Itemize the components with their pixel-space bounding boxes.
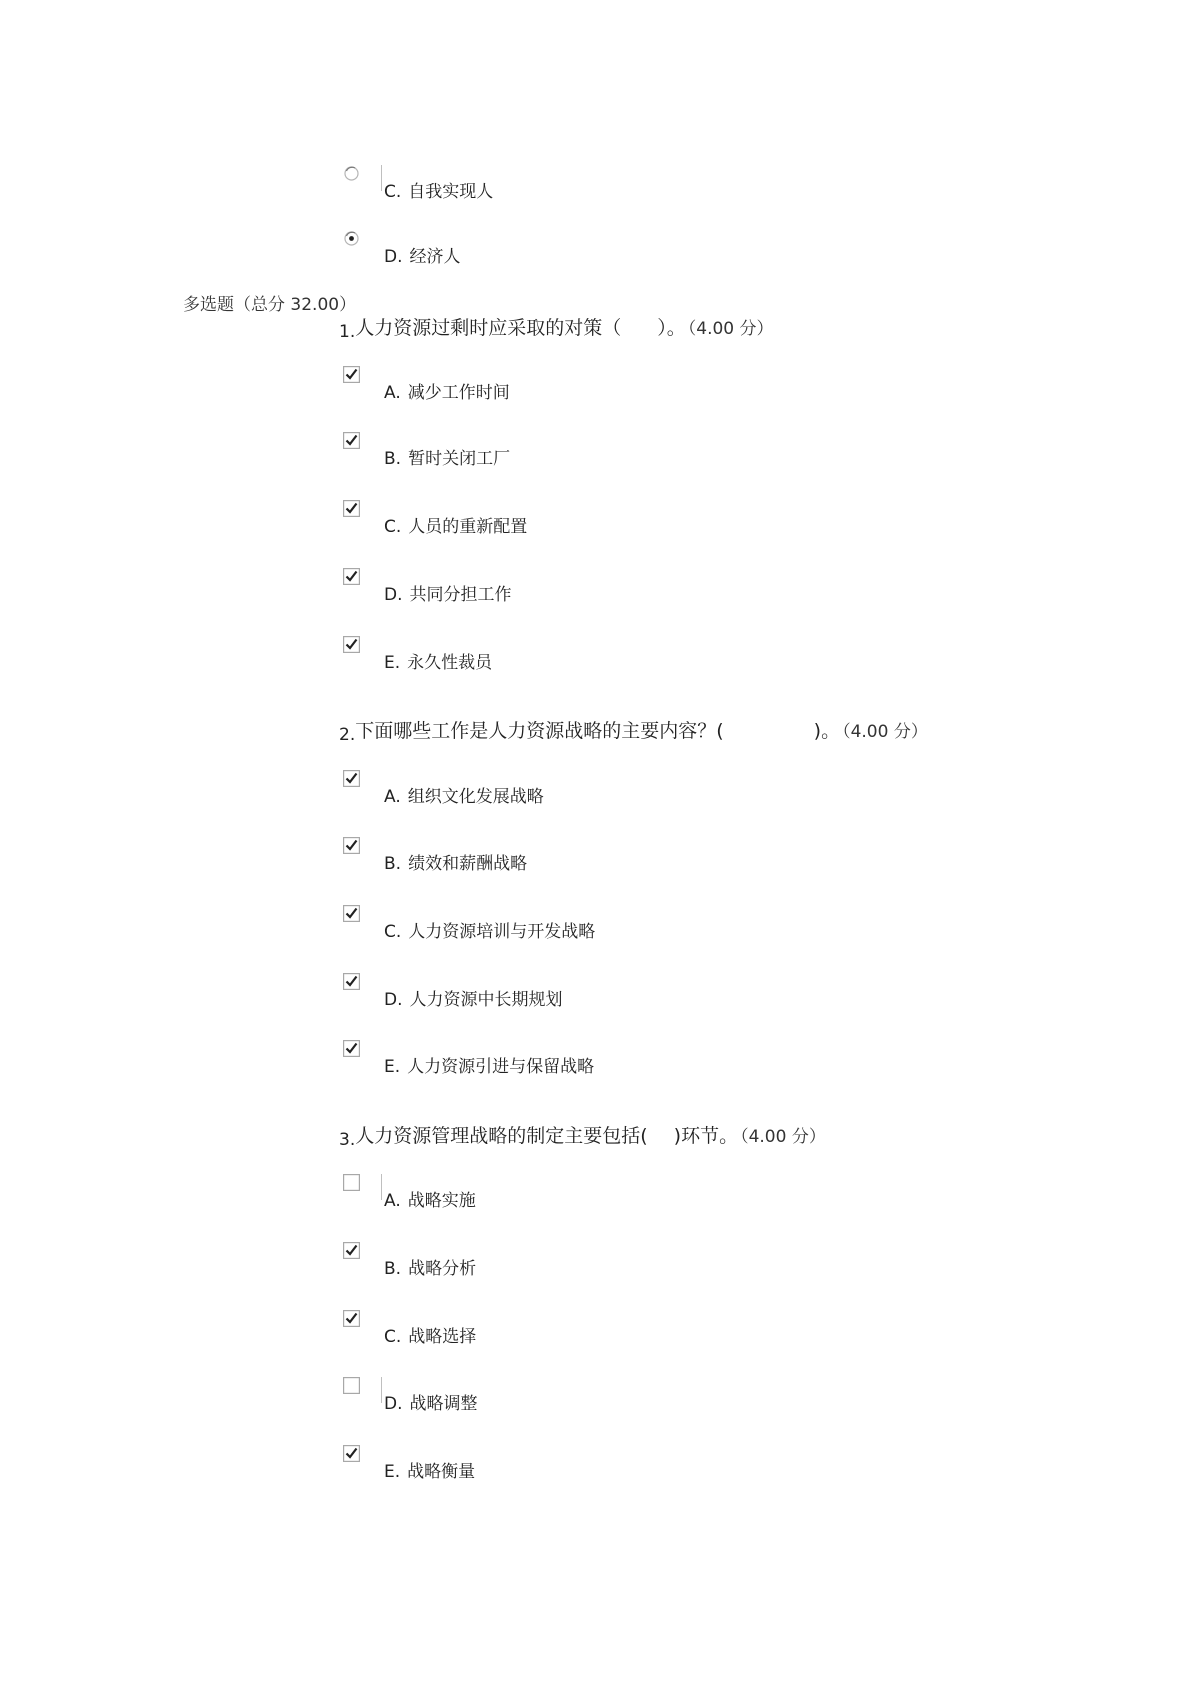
prev-option-c[interactable] — [343, 165, 843, 202]
option-label: C. 人力资源培训与开发战略 — [384, 922, 596, 942]
section-title: 多选题（总分 32.00） — [183, 295, 357, 315]
checkbox-checked-icon[interactable] — [343, 905, 360, 922]
q3-option-e[interactable] — [343, 1445, 843, 1482]
checkbox-checked-icon[interactable] — [343, 1445, 360, 1462]
checkbox-unchecked-icon[interactable] — [343, 1174, 360, 1191]
option-label: E. 人力资源引进与保留战略 — [384, 1057, 595, 1077]
q1-option-b[interactable] — [343, 432, 843, 469]
q2-option-d[interactable] — [343, 973, 843, 1010]
q3-option-d[interactable] — [343, 1377, 843, 1414]
question-3: 3.人力资源管理战略的制定主要包括( )环节。 （4.00 分） — [339, 1125, 826, 1150]
option-label: D. 人力资源中长期规划 — [384, 990, 563, 1010]
option-label: B. 战略分析 — [384, 1259, 477, 1279]
text-caret — [381, 165, 382, 191]
q1-option-a[interactable] — [343, 366, 843, 403]
q2-option-a[interactable] — [343, 770, 843, 807]
question-2: 2.下面哪些工作是人力资源战略的主要内容？( )。 （4.00 分） — [339, 720, 928, 745]
question-score: （4.00 分） — [740, 1127, 826, 1147]
option-label: A. 减少工作时间 — [384, 383, 510, 403]
checkbox-checked-icon[interactable] — [343, 1310, 360, 1327]
checkbox-unchecked-icon[interactable] — [343, 1377, 360, 1394]
checkbox-checked-icon[interactable] — [343, 366, 360, 383]
checkbox-checked-icon[interactable] — [343, 432, 360, 449]
q3-option-b[interactable] — [343, 1242, 843, 1279]
checkbox-checked-icon[interactable] — [343, 973, 360, 990]
question-score: （4.00 分） — [842, 722, 928, 742]
q1-option-e[interactable] — [343, 636, 843, 673]
radio-unselected-icon[interactable] — [343, 165, 360, 182]
text-caret — [381, 1377, 382, 1403]
question-1: 1.人力资源过剩时应采取的对策（ ）。 （4.00 分） — [339, 317, 774, 342]
checkbox-checked-icon[interactable] — [343, 636, 360, 653]
q2-option-c[interactable] — [343, 905, 843, 942]
q3-option-c[interactable] — [343, 1310, 843, 1347]
option-label: C. 战略选择 — [384, 1327, 477, 1347]
radio-selected-icon[interactable] — [343, 230, 360, 247]
checkbox-checked-icon[interactable] — [343, 500, 360, 517]
option-label: A. 组织文化发展战略 — [384, 787, 544, 807]
q2-option-b[interactable] — [343, 837, 843, 874]
option-label: C. 人员的重新配置 — [384, 517, 528, 537]
option-label: B. 绩效和薪酬战略 — [384, 854, 528, 874]
option-label: E. 战略衡量 — [384, 1462, 476, 1482]
option-label: A. 战略实施 — [384, 1191, 476, 1211]
text-caret — [381, 1174, 382, 1200]
q1-option-d[interactable] — [343, 568, 843, 605]
checkbox-checked-icon[interactable] — [343, 770, 360, 787]
q3-option-a[interactable] — [343, 1174, 843, 1211]
option-label: D. 共同分担工作 — [384, 585, 512, 605]
checkbox-checked-icon[interactable] — [343, 568, 360, 585]
checkbox-checked-icon[interactable] — [343, 837, 360, 854]
option-label: E. 永久性裁员 — [384, 653, 493, 673]
option-label: D. 战略调整 — [384, 1394, 478, 1414]
prev-option-d[interactable] — [343, 230, 843, 267]
question-score: （4.00 分） — [687, 319, 774, 339]
checkbox-checked-icon[interactable] — [343, 1040, 360, 1057]
option-label: B. 暂时关闭工厂 — [384, 449, 511, 469]
checkbox-checked-icon[interactable] — [343, 1242, 360, 1259]
option-label: D. 经济人 — [384, 247, 461, 267]
q1-option-c[interactable] — [343, 500, 843, 537]
option-label: C. 自我实现人 — [384, 182, 494, 202]
q2-option-e[interactable] — [343, 1040, 843, 1077]
